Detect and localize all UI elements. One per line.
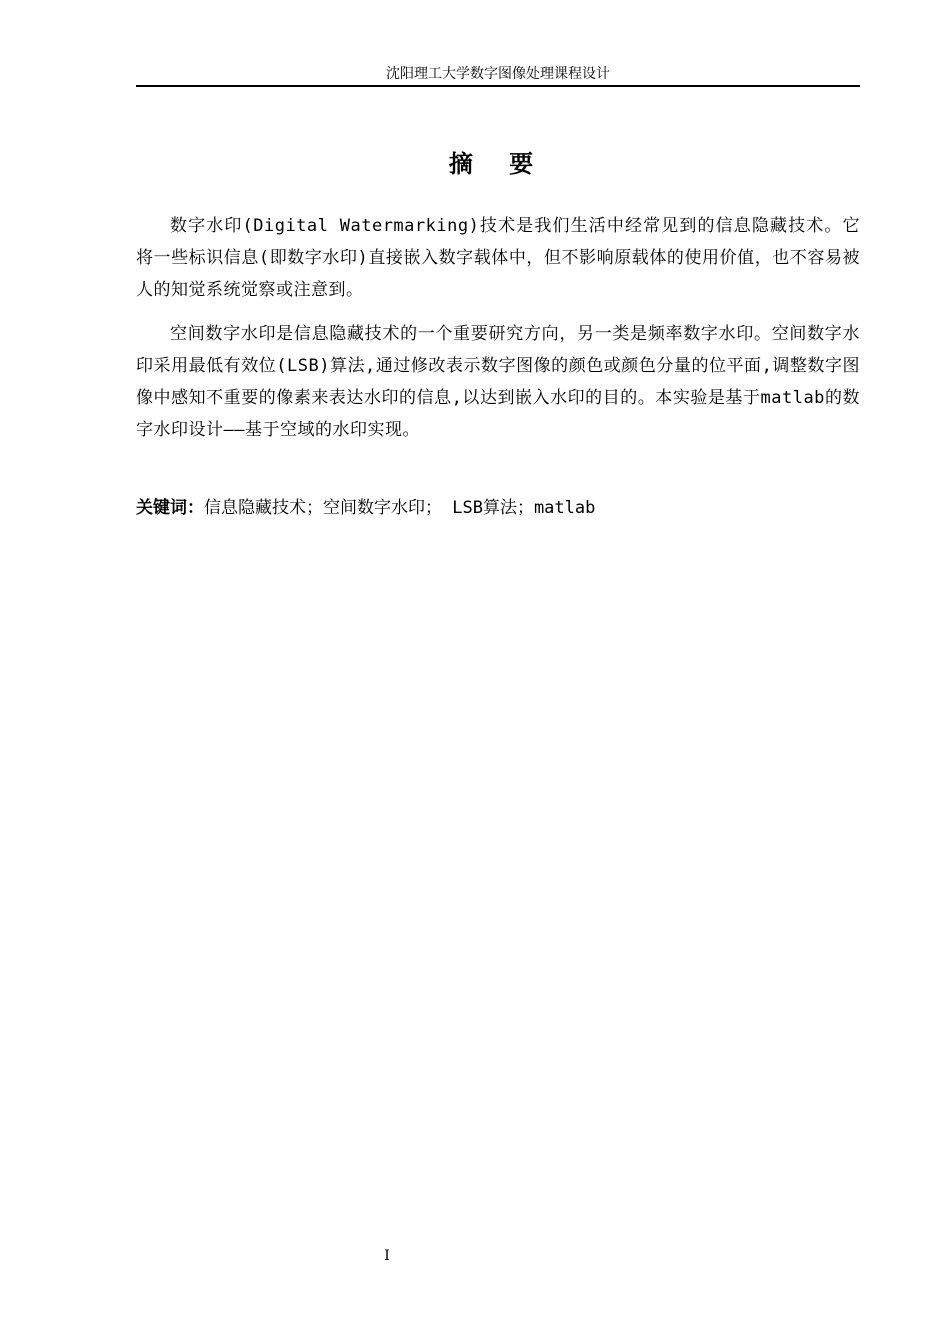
page-number: I [384,1248,390,1264]
keywords-label: 关键词： [136,498,204,518]
header-rule [136,85,860,87]
abstract-paragraph-1: 数字水印(Digital Watermarking)技术是我们生活中经常见到的信息隐藏技术。它将一些标识信息(即数字水印)直接嵌入数字载体中，但不影响原载体的使用价值，也不容易被人的知觉系统觉察或注意到。 [136,216,860,300]
keywords-line [136,494,860,522]
abstract-paragraph-2: 空间数字水印是信息隐藏技术的一个重要研究方向，另一类是频率数字水印。空间数字水印采用最低有效位(LSB)算法,通过修改表示数字图像的颜色或颜色分量的位平面,调整数字图像中感知不重要的像素来表达水印的信息,以达到嵌入水印的目的。本实验是基于matlab的数字水印设计——基于空域的水印实现。 [136,324,860,440]
keywords-text: 信息隐藏技术；空间数字水印； LSB算法；matlab [204,498,596,518]
running-header: 沈阳理工大学数字图像处理课程设计 [386,66,610,82]
abstract-title: 摘 要 [448,150,548,178]
